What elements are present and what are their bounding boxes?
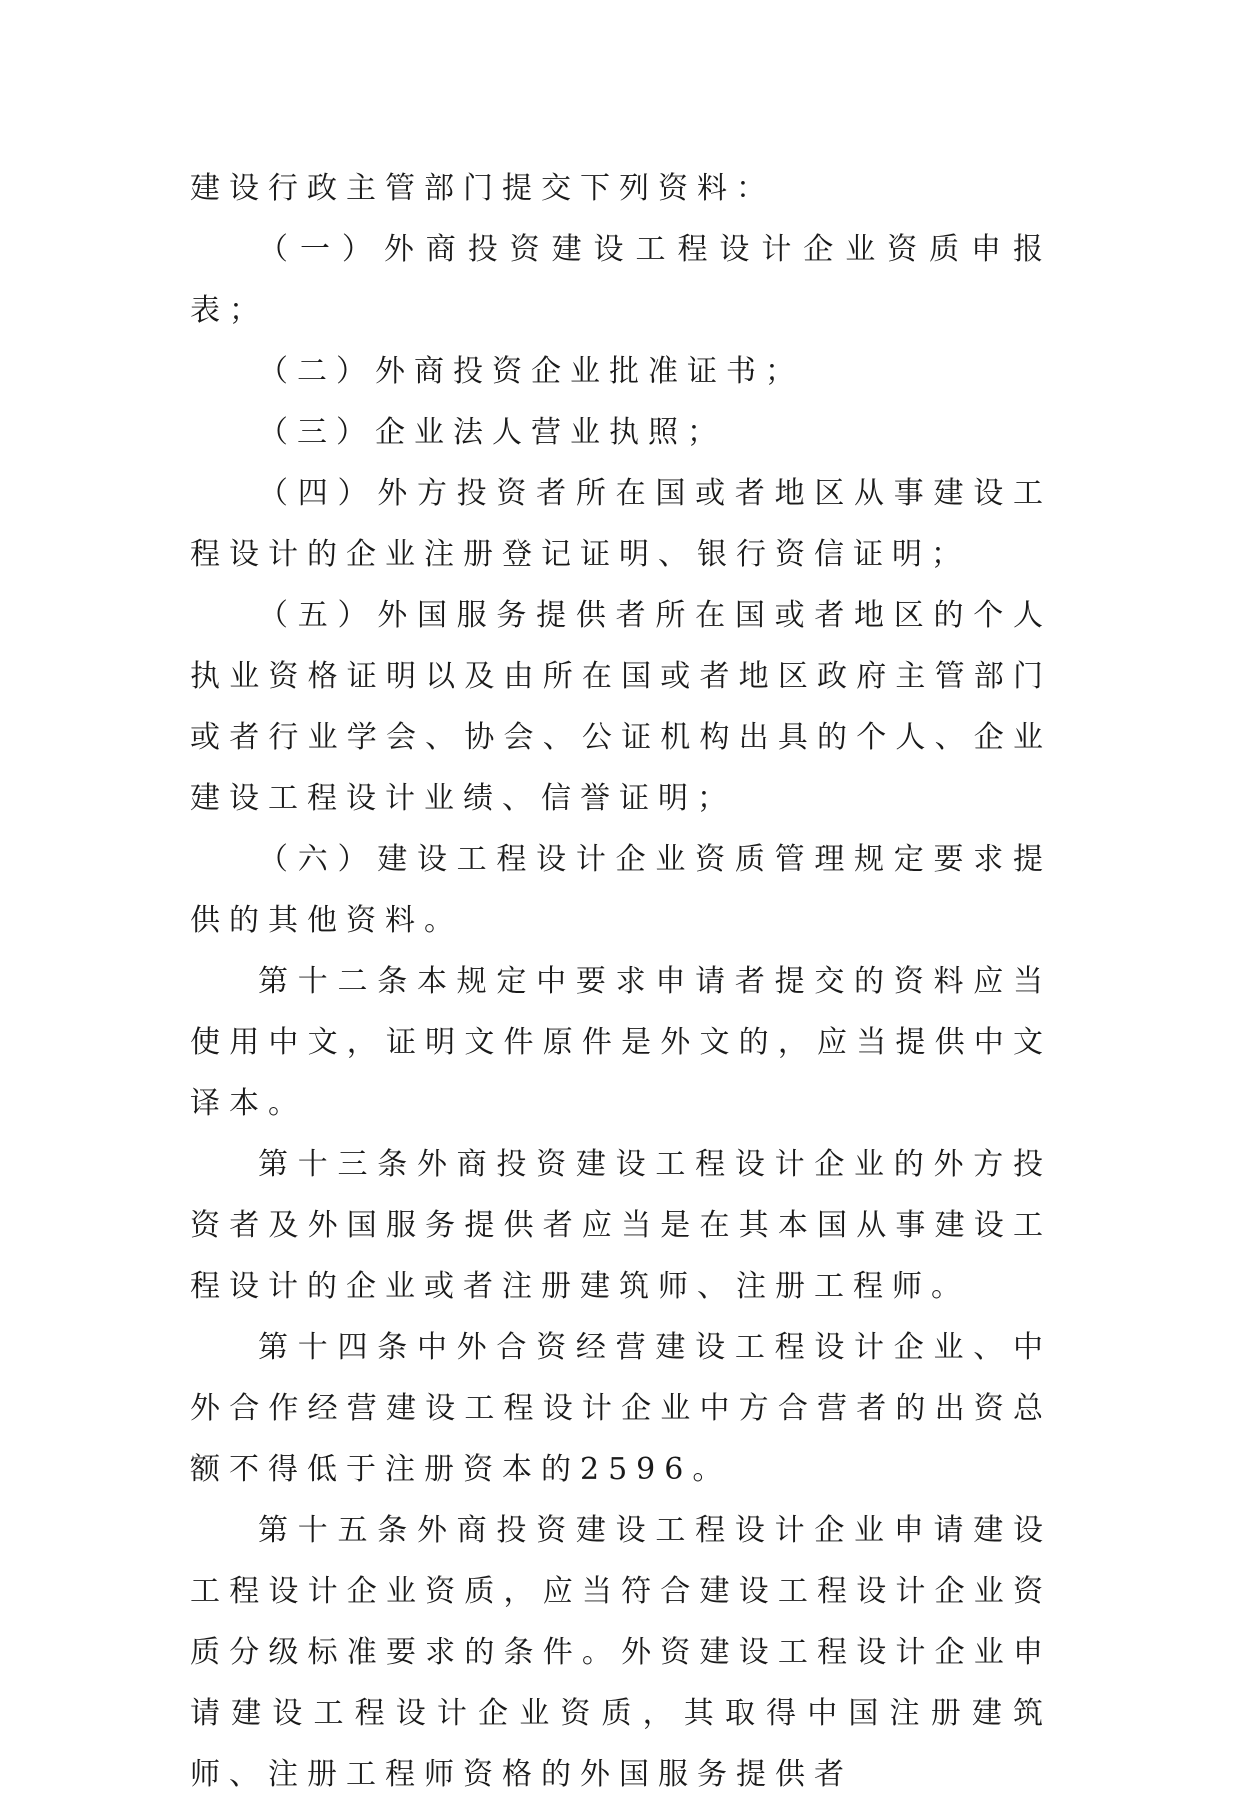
- paragraph: （一）外商投资建设工程设计企业资质申报表；: [190, 232, 1052, 328]
- paragraph: 第十五条外商投资建设工程设计企业申请建设工程设计企业资质，应当符合建设工程设计企业资质分级标准要求的条件。外资建设工程设计企业申请建设工程设计企业资质，其取得中国注册建筑师、注册工程师资格的外国服务提供者: [190, 1513, 1052, 1792]
- paragraph: 建设行政主管部门提交下列资料：: [190, 171, 775, 206]
- paragraph: （五）外国服务提供者所在国或者地区的个人执业资格证明以及由所在国或者地区政府主管部门或者行业学会、协会、公证机构出具的个人、企业建设工程设计业绩、信誉证明；: [190, 598, 1052, 816]
- paragraph: 第十三条外商投资建设工程设计企业的外方投资者及外国服务提供者应当是在其本国从事建设工程设计的企业或者注册建筑师、注册工程师。: [190, 1147, 1052, 1304]
- paragraph: （三）企业法人营业执照；: [258, 415, 726, 450]
- paragraph: （六）建设工程设计企业资质管理规定要求提供的其他资料。: [190, 842, 1052, 938]
- document-body: [190, 158, 1052, 1805]
- paragraph: 第十二条本规定中要求申请者提交的资料应当使用中文，证明文件原件是外文的，应当提供中文译本。: [190, 964, 1052, 1121]
- paragraph: （四）外方投资者所在国或者地区从事建设工程设计的企业注册登记证明、银行资信证明；: [190, 476, 1052, 572]
- paragraph: （二）外商投资企业批准证书；: [258, 354, 804, 389]
- paragraph: 第十四条中外合资经营建设工程设计企业、中外合作经营建设工程设计企业中方合营者的出资总额不得低于注册资本的2596。: [190, 1330, 1052, 1487]
